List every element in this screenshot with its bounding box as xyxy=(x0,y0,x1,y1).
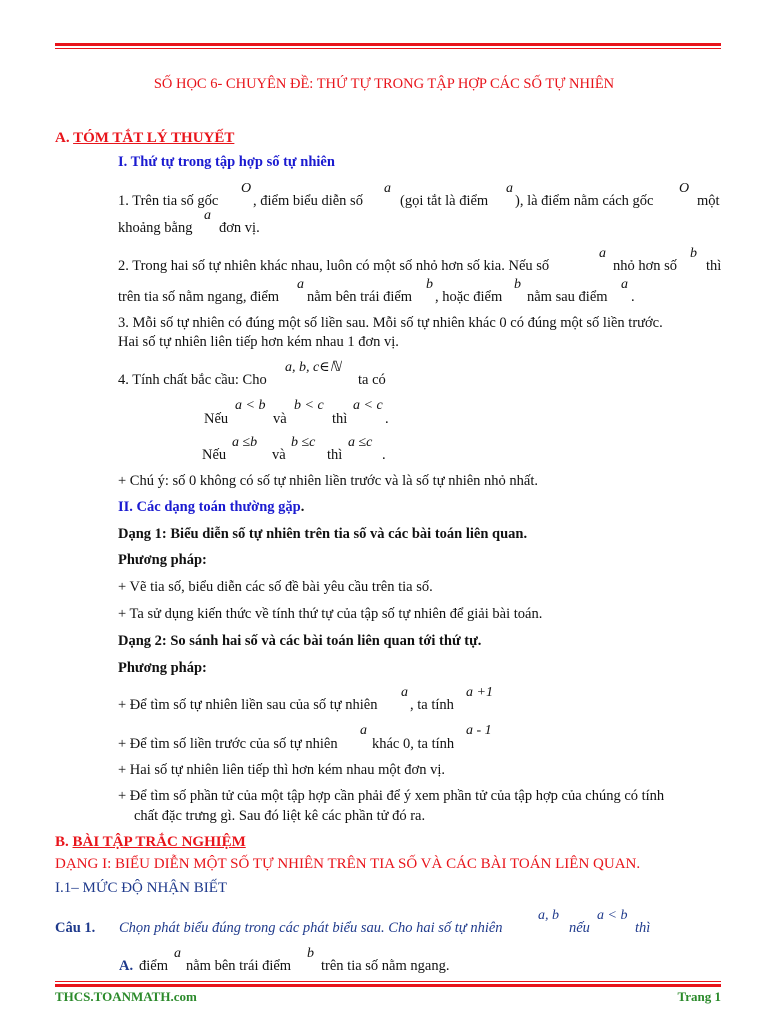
p1-b: , điểm biểu diễn số xyxy=(253,193,363,209)
math-b-4: b xyxy=(307,946,314,961)
p3-b: Hai số tự nhiên liên tiếp hơn kém nhau 1 đơn vị. xyxy=(118,334,399,350)
math-a-3: a xyxy=(204,208,211,223)
p4-va-2: và xyxy=(272,447,286,463)
option-a-part3: trên tia số nằm ngang. xyxy=(321,958,450,974)
p4-neu-2: Nếu xyxy=(202,447,227,463)
p1-c: (gọi tắt là điểm xyxy=(400,193,489,209)
p1-e: một xyxy=(697,193,720,209)
section-b-title: BÀI TẬP TRẮC NGHIỆM xyxy=(72,834,246,850)
math-a-le-c: a ≤c xyxy=(348,435,373,450)
footer-rule-thick xyxy=(55,984,721,987)
p2-f: , hoặc điểm xyxy=(435,289,503,305)
math-b-3: b xyxy=(514,277,521,292)
p4-neu-1: Nếu xyxy=(204,411,229,427)
section-a-heading xyxy=(55,129,234,147)
math-a-1: a xyxy=(384,181,391,196)
p4-a: 4. Tính chất bắc cầu: Cho xyxy=(118,372,267,388)
math-a-le-b: a ≤b xyxy=(232,435,258,450)
p4-b: ta có xyxy=(358,372,386,388)
question-1-thi: thì xyxy=(635,920,651,936)
math-a-lt-c: a < c xyxy=(353,398,383,413)
dang1-line2: + Ta sử dụng kiến thức về tính thứ tự của tập số tự nhiên để giải bài toán. xyxy=(118,606,543,622)
question-1-neu: nếu xyxy=(569,920,590,936)
option-a-part1: điểm xyxy=(139,958,168,974)
p1-g: đơn vị. xyxy=(219,220,260,236)
p2-g: nằm sau điểm xyxy=(527,289,608,305)
p3-a: 3. Mỗi số tự nhiên có đúng một số liền sau. Mỗi số tự nhiên khác 0 có đúng một số liền trước. xyxy=(118,315,663,331)
note-line: + Chú ý: số 0 không có số tự nhiên liền trước và là số tự nhiên nhỏ nhất. xyxy=(118,473,538,489)
dang1-line1: + Vẽ tia số, biểu diễn các số đề bài yêu cầu trên tia số. xyxy=(118,579,433,595)
math-a-8: a xyxy=(360,723,367,738)
dang2-line3: + Hai số tự nhiên liên tiếp thì hơn kém nhau một đơn vị. xyxy=(118,762,445,778)
dang2-line1b: , ta tính xyxy=(410,697,454,713)
section-a-prefix: A. xyxy=(55,130,70,146)
math-a-7: a xyxy=(401,685,408,700)
option-a-label[interactable]: A. xyxy=(119,958,134,974)
p4-dot-1: . xyxy=(385,411,389,427)
p1-f: khoảng bằng xyxy=(118,220,193,236)
section-b-prefix: B. xyxy=(55,834,69,850)
math-a-6: a xyxy=(621,277,628,292)
p4-dot-2: . xyxy=(382,447,386,463)
math-ab-pair: a, b xyxy=(538,908,559,923)
p1-d: ), là điểm nằm cách gốc xyxy=(515,193,654,209)
math-a-minus-1: a - 1 xyxy=(466,723,492,738)
math-b-lt-c: b < c xyxy=(294,398,324,413)
dang2-line1a: + Để tìm số tự nhiên liền sau của số tự nhiên xyxy=(118,697,378,713)
footer-site[interactable]: THCS.TOANMATH.com xyxy=(55,989,197,1004)
math-b-le-c: b ≤c xyxy=(291,435,316,450)
section-b-heading xyxy=(55,833,246,851)
dang2-line4a: + Để tìm số phần tử của một tập hợp cần phải để ý xem phần tử của tập hợp của chúng có tính xyxy=(118,788,665,804)
p2-d: trên tia số nằm ngang, điểm xyxy=(118,289,280,305)
math-a-5: a xyxy=(297,277,304,292)
subheading-types-dot: . xyxy=(300,499,305,515)
header-rule-thin xyxy=(55,48,721,49)
math-b-2: b xyxy=(426,277,433,292)
math-a-2: a xyxy=(506,181,513,196)
math-b-1: b xyxy=(690,246,697,261)
p2-b: nhỏ hơn số xyxy=(613,258,678,274)
footer-rule-thin xyxy=(55,981,721,982)
p4-thi-2: thì xyxy=(327,447,343,463)
dang1-title: Dạng 1: Biểu diễn số tự nhiên trên tia số và các bài toán liên quan. xyxy=(118,526,528,542)
math-abc-in-N: a, b, c∈ℕ xyxy=(285,360,341,375)
math-a-lt-b: a < b xyxy=(235,398,266,413)
dang2-line2a: + Để tìm số liền trước của số tự nhiên xyxy=(118,736,338,752)
subheading-types xyxy=(118,498,304,516)
p2-e: nằm bên trái điểm xyxy=(307,289,413,305)
question-1-label: Câu 1. xyxy=(55,920,96,936)
page-title: SỐ HỌC 6- CHUYÊN ĐỀ: THỨ TỰ TRONG TẬP HỢP CÁC SỐ TỰ NHIÊN xyxy=(153,76,615,92)
header-rule-thick xyxy=(55,43,721,46)
dang1-method: Phương pháp: xyxy=(118,552,207,568)
p1-a: 1. Trên tia số gốc xyxy=(118,193,219,209)
math-O-2: O xyxy=(679,181,690,196)
section-a-title: TÓM TẮT LÝ THUYẾT xyxy=(73,130,235,146)
p2-h: . xyxy=(631,289,635,305)
p2-c: thì xyxy=(706,258,722,274)
subheading-order: I. Thứ tự trong tập hợp số tự nhiên xyxy=(118,154,335,170)
question-1-text: Chọn phát biểu đúng trong các phát biểu sau. Cho hai số tự nhiên xyxy=(119,920,503,936)
p4-thi-1: thì xyxy=(332,411,348,427)
footer-page-number: Trang 1 xyxy=(677,989,721,1004)
math-a-plus-1: a +1 xyxy=(466,685,493,700)
dang-i-heading: DẠNG I: BIỂU DIỄN MỘT SỐ TỰ NHIÊN TRÊN TIA SỐ VÀ CÁC BÀI TOÁN LIÊN QUAN. xyxy=(55,856,641,872)
math-q1-a-lt-b: a < b xyxy=(597,908,628,923)
level-heading: I.1– MỨC ĐỘ NHẬN BIẾT xyxy=(55,880,228,896)
math-O-1: O xyxy=(241,181,252,196)
dang2-method: Phương pháp: xyxy=(118,660,207,676)
p4-va-1: và xyxy=(273,411,287,427)
dang2-line4b: chất đặc trưng gì. Sau đó liệt kê các phần tử đó ra. xyxy=(134,808,426,824)
option-a-part2: nằm bên trái điểm xyxy=(186,958,292,974)
p2-a: 2. Trong hai số tự nhiên khác nhau, luôn có một số nhỏ hơn số kia. Nếu số xyxy=(118,258,550,274)
math-a-4: a xyxy=(599,246,606,261)
dang2-line2b: khác 0, ta tính xyxy=(372,736,455,752)
subheading-types-text: II. Các dạng toán thường gặp xyxy=(118,499,301,515)
math-a-9: a xyxy=(174,946,181,961)
dang2-title: Dạng 2: So sánh hai số và các bài toán liên quan tới thứ tự. xyxy=(118,633,482,649)
